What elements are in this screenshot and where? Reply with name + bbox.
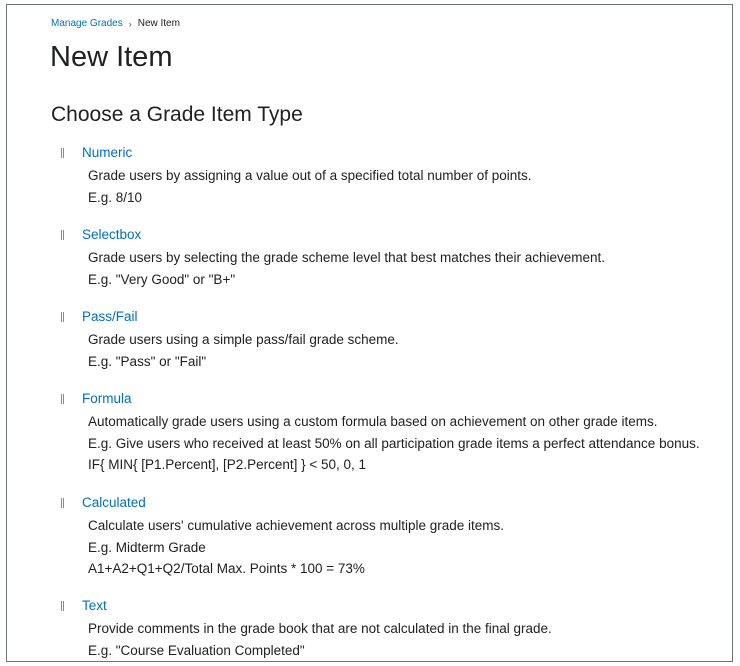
grade-type-header xyxy=(57,493,733,513)
example-line: E.g. 8/10 xyxy=(88,189,143,205)
description-line: Grade users by selecting the grade scheme level that best matches their achievement. xyxy=(88,250,606,265)
grade-type-calculated xyxy=(57,493,733,580)
breadcrumb-current: New Item xyxy=(137,18,180,29)
description-line: Automatically grade users using a custom formula based on achievement on other grade items. xyxy=(88,414,658,429)
grade-item-icon xyxy=(61,601,64,611)
breadcrumb xyxy=(51,17,180,31)
description-line: Grade users using a simple pass/fail grade scheme. xyxy=(88,332,399,347)
section-title: Choose a Grade Item Type xyxy=(51,103,303,126)
grade-item-icon xyxy=(61,498,64,508)
grade-item-icon xyxy=(61,148,64,158)
content-frame xyxy=(6,4,733,662)
grade-type-header xyxy=(57,143,733,163)
grade-type-selectbox-link[interactable]: Selectbox xyxy=(82,227,142,242)
page-title: New Item xyxy=(50,41,173,73)
grade-type-description xyxy=(88,411,733,476)
grade-type-description xyxy=(88,165,733,208)
breadcrumb-manage-grades-link[interactable]: Manage Grades xyxy=(51,18,123,29)
grade-type-description xyxy=(88,329,733,372)
grade-type-numeric xyxy=(57,143,733,208)
grade-type-description xyxy=(88,515,733,580)
grade-type-header xyxy=(57,389,733,409)
formula-line: IF{ MIN{ [P1.Percent], [P2.Percent] } < 50, 0, 1 xyxy=(88,457,367,472)
grade-type-description xyxy=(88,247,733,290)
formula-line: A1+A2+Q1+Q2/Total Max. Points * 100 = 73% xyxy=(88,561,365,576)
grade-type-header xyxy=(57,307,733,327)
example-line: E.g. "Pass" or "Fail" xyxy=(88,353,207,369)
example-line: E.g. "Very Good" or "B+" xyxy=(88,271,236,287)
grade-item-icon xyxy=(61,230,64,240)
description-line: Provide comments in the grade book that are not calculated in the final grade. xyxy=(88,621,552,636)
grade-type-calculated-link[interactable]: Calculated xyxy=(82,495,146,510)
example-line: E.g. Midterm Grade xyxy=(88,539,206,555)
grade-item-icon xyxy=(61,394,64,404)
example-line: E.g. "Course Evaluation Completed" xyxy=(88,642,305,658)
grade-type-numeric-link[interactable]: Numeric xyxy=(82,145,133,160)
example-line: E.g. Give users who received at least 50% on all participation grade items a perfect attendance bonus. xyxy=(88,435,700,451)
description-line: Calculate users' cumulative achievement across multiple grade items. xyxy=(88,518,505,533)
grade-type-pass-fail-link[interactable]: Pass/Fail xyxy=(82,309,138,324)
grade-type-formula xyxy=(57,389,733,476)
grade-type-header xyxy=(57,596,733,616)
grade-item-icon xyxy=(61,312,64,322)
grade-type-header xyxy=(57,225,733,245)
grade-type-selectbox xyxy=(57,225,733,290)
grade-type-description xyxy=(88,618,733,661)
grade-type-text xyxy=(57,596,733,661)
grade-type-text-link[interactable]: Text xyxy=(82,598,107,613)
description-line: Grade users by assigning a value out of a specified total number of points. xyxy=(88,168,532,183)
breadcrumb-separator-icon: › xyxy=(128,19,132,29)
grade-type-formula-link[interactable]: Formula xyxy=(82,391,132,406)
grade-type-pass-fail xyxy=(57,307,733,372)
